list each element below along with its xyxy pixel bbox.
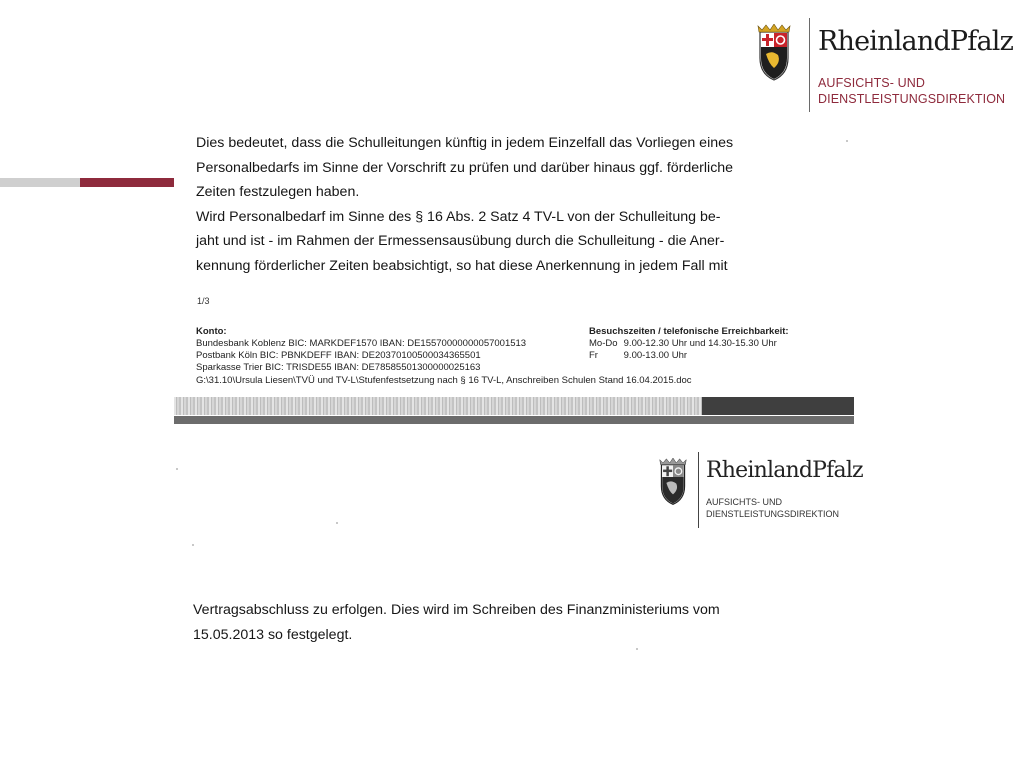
brand-subtitle [706,496,839,520]
brand-subtitle-line1: AUFSICHTS- UND [706,497,782,507]
letter-line: kennung förderlicher Zeiten beabsichtigt, so hat diese Anerkennung in jedem Fall mit [196,257,728,274]
brand-subtitle [818,75,1005,107]
scan-speck [192,544,194,546]
coat-of-arms-icon [656,458,690,506]
hours-days: Mo-Do [589,338,618,349]
letter-line: Personalbedarfs im Sinne der Vorschrift zu prüfen und darüber hinaus ggf. förderliche [196,159,734,176]
brand-header [754,18,1014,114]
scanned-brand-header [656,452,863,532]
hours-row [589,338,789,350]
letter-line: Wird Personalbedarf im Sinne des § 16 Abs. 2 Satz 4 TV-L von der Schulleitung be- [196,208,721,225]
letter-line: Zeiten festzulegen haben. [196,184,360,201]
scan-artifact-band [174,397,854,415]
office-hours [589,326,789,362]
letter-paragraph [196,131,733,279]
bank-line: Postbank Köln BIC: PBNKDEFF IBAN: DE20370100500034365501 [196,350,481,361]
scan-speck [846,140,848,142]
scan-divider-line [174,416,854,424]
brand-wordmark: RheinlandPfalz [706,458,863,483]
hours-label: Besuchszeiten / telefonische Erreichbarkeit: [589,326,789,337]
brand-subtitle-line2: DIENSTLEISTUNGSDIREKTION [818,92,1006,106]
letter-line: 15.05.2013 so festgelegt. [193,626,353,643]
bank-line: Bundesbank Koblenz BIC: MARKDEF1570 IBAN: DE15570000000057001513 [196,338,527,349]
brand-divider [809,18,810,112]
brand-subtitle-line2: DIENSTLEISTUNGSDIREKTION [706,509,840,519]
brand-divider [698,452,699,528]
file-path: G:\31.10\Ursula Liesen\TVÜ und TV-L\Stufenfestsetzung nach § 16 TV-L, Anschreiben Schulen Stand 16.04.2015.doc [196,375,692,386]
bank-line: Sparkasse Trier BIC: TRISDE55 IBAN: DE78585501300000025163 [196,362,481,373]
hours-days: Fr [589,350,598,361]
letter-continuation [193,598,720,647]
page-number: 1/3 [197,296,210,306]
hours-time: 9.00-12.30 Uhr und 14.30-15.30 Uhr [623,338,777,349]
accent-bar-red [80,178,174,187]
scan-speck [636,648,638,650]
bank-details [196,326,526,374]
scan-speck [176,468,178,470]
brand-wordmark: RheinlandPfalz [818,26,1014,57]
letter-line: jaht und ist - im Rahmen der Ermessensausübung durch die Schulleitung - die Aner- [196,233,725,250]
hours-row [589,350,789,362]
accent-bar-grey [0,178,80,187]
konto-label: Konto: [196,326,227,337]
scan-speck [336,522,338,524]
scan-artifact-dark [702,397,854,415]
hours-time: 9.00-13.00 Uhr [623,350,688,361]
letter-line: Vertragsabschluss zu erfolgen. Dies wird im Schreiben des Finanzministeriums vom [193,602,720,618]
brand-subtitle-line1: AUFSICHTS- UND [818,76,925,90]
letter-line: Dies bedeutet, dass die Schulleitungen künftig in jedem Einzelfall das Vorliegen eines [196,135,734,151]
coat-of-arms-icon [754,24,794,82]
